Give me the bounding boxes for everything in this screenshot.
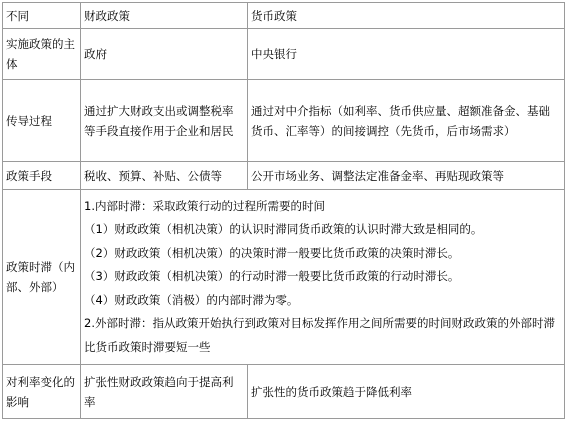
row-label-subject: 实施政策的主体	[3, 29, 81, 80]
monetary-interest-cell: 扩张性的货币政策趋于降低利率	[248, 365, 565, 419]
row-label-tools: 政策手段	[3, 162, 81, 190]
lag-item-2: （2）财政政策（相机决策）的决策时滞一般要比货币政策的决策时滞长。	[84, 245, 460, 260]
table-row-subject	[3, 29, 565, 80]
monetary-tools-cell: 公开市场业务、调整法定准备金率、再贴现政策等	[248, 162, 565, 190]
policy-comparison-table	[2, 2, 565, 419]
monetary-transmission-cell: 通过对中介指标（如利率、货币供应量、超额准备金、基础货币、汇率等）的间接调控（先货币，后市场需求）	[248, 80, 565, 162]
lag-internal-heading: 1.内部时滞：采取政策行动的过程所需要的时间	[84, 198, 325, 213]
table-row-tools	[3, 162, 565, 190]
lag-item-4: （4）财政政策（消极）的内部时滞为零。	[84, 292, 299, 307]
table-row-transmission	[3, 80, 565, 162]
table-header-row	[3, 3, 565, 29]
table-row-lag	[3, 190, 565, 365]
header-cell-difference: 不同	[3, 3, 81, 29]
header-cell-fiscal: 财政政策	[81, 3, 248, 29]
fiscal-tools-cell: 税收、预算、补贴、公债等	[81, 162, 248, 190]
table-row-interest	[3, 365, 565, 419]
fiscal-transmission-cell: 通过扩大财政支出或调整税率等手段直接作用于企业和居民	[81, 80, 248, 162]
lag-item-1: （1）财政政策（相机决策）的认识时滞同货币政策的认识时滞大致是相同的。	[84, 222, 483, 237]
fiscal-subject-cell: 政府	[81, 29, 248, 80]
lag-external-heading: 2.外部时滞：指从政策开始执行到政策对目标发挥作用之间所需要的时间财政政策的外部时滞比货币政策时滞要短一些	[84, 316, 555, 354]
lag-item-3: （3）财政政策（相机决策）的行动时滞一般要比货币政策的行动时滞长。	[84, 269, 460, 284]
row-label-interest: 对利率变化的影响	[3, 365, 81, 419]
lag-description-cell	[81, 190, 565, 365]
monetary-subject-cell: 中央银行	[248, 29, 565, 80]
fiscal-interest-cell: 扩张性财政政策趋向于提高利率	[81, 365, 248, 419]
header-cell-monetary: 货币政策	[248, 3, 565, 29]
row-label-lag: 政策时滞（内部、外部）	[3, 190, 81, 365]
row-label-transmission: 传导过程	[3, 80, 81, 162]
